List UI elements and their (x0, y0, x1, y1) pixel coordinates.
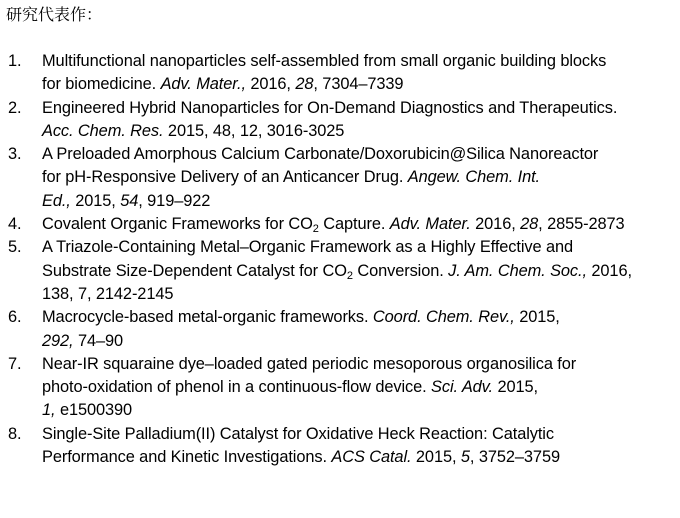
publication-line (42, 376, 674, 399)
publication-title: Performance and Kinetic Investigations. (42, 448, 332, 467)
journal-name: Angew. Chem. Int. (407, 168, 541, 187)
publication-title: Single-Site Palladium(II) Catalyst for Oxidative Heck Reaction: Catalytic (42, 424, 554, 443)
publication-pages: e1500390 (55, 401, 133, 420)
publication-line (42, 399, 674, 422)
page-heading: 研究代表作： (6, 5, 103, 24)
publication-line (42, 143, 674, 166)
publication-year: 2016, (586, 261, 632, 280)
journal-name: J. Am. Chem. Soc., (448, 261, 587, 280)
publication-volume: 54 (120, 191, 139, 210)
publication-line (42, 213, 674, 236)
publication-number: 4. (8, 215, 22, 234)
publication-volume: 292, (42, 331, 74, 350)
publication-title: Conversion. (352, 261, 449, 280)
publication-title: Engineered Hybrid Nanoparticles for On-Demand Diagnostics and Therapeutics. (42, 98, 618, 117)
publication-number: 5. (8, 238, 22, 257)
journal-name: Acc. Chem. Res. (42, 121, 164, 140)
publication-title: Capture. (318, 215, 390, 234)
publication-details: 2015, 48, 12, 3016-3025 (163, 121, 345, 140)
publication-volume: 28 (295, 75, 314, 94)
publication-item-2 (0, 97, 680, 144)
subscript: 2 (312, 223, 319, 236)
publication-title: Multifunctional nanoparticles self-assembled from small organic building blocks (42, 52, 607, 70)
journal-name: Sci. Adv. (431, 378, 493, 397)
publication-line (42, 73, 674, 96)
publication-title: for pH-Responsive Delivery of an Anticancer Drug. (42, 168, 408, 187)
publication-pages: , 919–922 (138, 191, 211, 210)
subscript: 2 (346, 269, 353, 282)
publication-pages: 74–90 (73, 331, 124, 350)
publication-year: 2015, (493, 378, 538, 397)
publication-item-1 (0, 50, 680, 97)
publication-pages: , 2855-2873 (538, 215, 625, 234)
publication-line (42, 236, 674, 259)
journal-name: Adv. Mater., (160, 75, 246, 94)
publication-title: A Preloaded Amorphous Calcium Carbonate/Doxorubicin@Silica Nanoreactor (42, 145, 599, 164)
publication-volume: 28 (520, 215, 539, 234)
publication-title: A Triazole-Containing Metal–Organic Framework as a Highly Effective and (42, 238, 574, 257)
publication-item-5 (0, 236, 680, 306)
publication-volume: 5 (460, 448, 470, 467)
publication-title: Substrate Size-Dependent Catalyst for CO (42, 261, 347, 280)
publication-pages: , 3752–3759 (469, 448, 560, 467)
journal-name: ACS Catal. (331, 448, 412, 467)
publication-line (42, 330, 674, 353)
publication-number: 7. (8, 354, 22, 373)
publication-volume: 1, (42, 401, 56, 420)
publication-item-4 (0, 213, 680, 236)
publication-year: 2015, (514, 308, 560, 327)
publication-pages: , 7304–7339 (313, 75, 404, 94)
publication-title: Covalent Organic Frameworks for CO (42, 215, 313, 234)
publication-line (42, 353, 674, 376)
journal-name: Coord. Chem. Rev., (372, 308, 515, 327)
publication-number: 3. (8, 145, 22, 164)
journal-name: Ed., (42, 191, 71, 210)
publication-year: 2016, (245, 75, 296, 94)
publication-line (42, 260, 674, 283)
publication-item-3 (0, 143, 680, 213)
publication-line (42, 166, 674, 189)
publication-year: 2015, (411, 448, 461, 467)
publication-item-8 (0, 423, 680, 470)
publication-number: 2. (8, 98, 22, 117)
publication-item-7 (0, 353, 680, 423)
publication-number: 8. (8, 424, 22, 443)
publication-title: Near-IR squaraine dye–loaded gated periodic mesoporous organosilica for (42, 354, 577, 373)
publication-line (42, 283, 674, 306)
journal-name: Adv. Mater. (389, 215, 471, 234)
publication-details: 138, 7, 2142-2145 (42, 284, 174, 303)
publication-line (42, 306, 674, 329)
publication-line (42, 120, 674, 143)
publication-line (42, 190, 674, 213)
publication-line (42, 446, 674, 469)
publication-item-6 (0, 306, 680, 353)
publication-title: photo-oxidation of phenol in a continuous-flow device. (42, 378, 432, 397)
publication-year: 2016, (470, 215, 521, 234)
publication-line (42, 50, 674, 73)
publication-line (42, 423, 674, 446)
publication-year: 2015, (70, 191, 121, 210)
publication-line (42, 97, 674, 120)
publication-title: for biomedicine. (42, 75, 161, 94)
publication-list (0, 50, 680, 469)
publication-title: Macrocycle-based metal-organic frameworks. (42, 308, 373, 327)
publication-number: 1. (8, 52, 22, 70)
publication-number: 6. (8, 308, 22, 327)
